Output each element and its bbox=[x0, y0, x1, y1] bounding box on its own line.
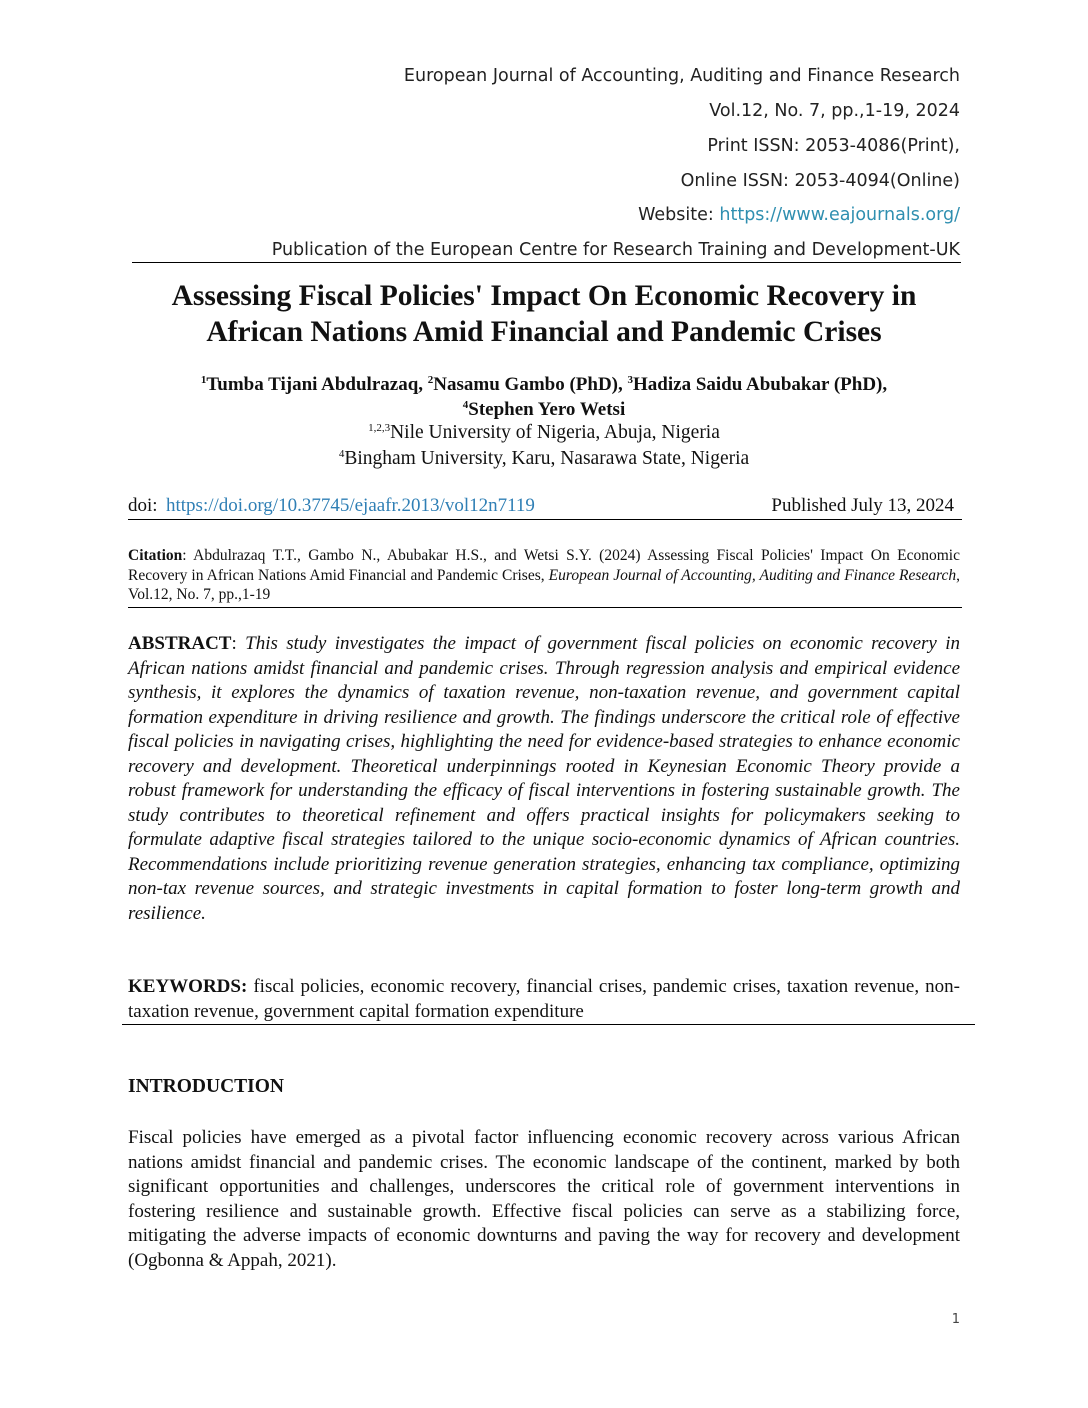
print-issn: Print ISSN: 2053-4086(Print), bbox=[707, 136, 960, 156]
author-1-sup: 1 bbox=[200, 374, 207, 386]
keywords-text: fiscal policies, economic recovery, financial crises, pandemic crises, taxation revenue, non-taxation revenue, government capital formation expenditure bbox=[128, 976, 960, 1022]
author-list bbox=[100, 372, 988, 422]
affiliation-2 bbox=[100, 448, 988, 470]
website-label: Website: bbox=[638, 205, 720, 225]
keywords bbox=[128, 975, 960, 1024]
citation-tail: , Vol.12, No. 7, pp.,1-19 bbox=[128, 566, 960, 603]
citation-divider bbox=[128, 607, 962, 608]
website-link[interactable]: https://www.eajournals.org/ bbox=[719, 205, 960, 225]
author-3-sup: 3 bbox=[627, 374, 634, 386]
keywords-label: KEYWORDS: bbox=[128, 976, 248, 997]
author-1: Tumba Tijani Abdulrazaq, bbox=[206, 374, 428, 395]
affiliation-1-text: Nile University of Nigeria, Abuja, Nigeria bbox=[390, 422, 720, 443]
paper-title bbox=[100, 278, 988, 350]
doi-divider bbox=[128, 519, 962, 520]
citation-journal: European Journal of Accounting, Auditing and Finance Research bbox=[548, 566, 957, 584]
citation bbox=[128, 546, 960, 605]
abstract-text: This study investigates the impact of government fiscal policies on economic recovery in African nations amidst financial and pandemic crises. Through regression analysis and empirical evidence synthesis, it explores the dynamics of taxation revenue, non-taxation revenue, and government capital formation expenditure in driving resilience and growth. The findings underscore the critical role of effective fiscal policies in navigating crises, highlighting the need for evidence-based strategies to enhance economic recovery and development. Theoretical underpinnings rooted in Keynesian Economic Theory provide a robust framework for understanding the efficacy of fiscal interventions in fostering sustainable growth. The study contributes to theoretical refinement and offers practical insights for policymakers seeking to formulate adaptive fiscal strategies tailored to the unique socio-economic dynamics of African countries. Recommendations include prioritizing revenue generation strategies, enhancing tax compliance, optimizing non-tax revenue sources, and strategic investments in capital formation to foster long-term growth and resilience. bbox=[128, 633, 960, 924]
author-3: Hadiza Saidu Abubakar (PhD), bbox=[633, 374, 888, 395]
published-date: Published July 13, 2024 bbox=[771, 495, 954, 516]
journal-name: European Journal of Accounting, Auditing and Finance Research bbox=[403, 66, 960, 86]
affiliation-2-text: Bingham University, Karu, Nasarawa State, Nigeria bbox=[344, 448, 750, 469]
title-line-1: Assessing Fiscal Policies' Impact On Economic Recovery in bbox=[171, 280, 917, 312]
authors-line-1 bbox=[100, 372, 988, 397]
author-2: Nasamu Gambo (PhD), bbox=[433, 374, 628, 395]
authors-line-2 bbox=[100, 397, 988, 422]
introduction-paragraph: Fiscal policies have emerged as a pivotal factor influencing economic recovery across various African nations amidst financial and pandemic crises. The economic landscape of the continent, marked by both significant opportunities and challenges, underscores the critical role of government interventions in fostering resilience and sustainable growth. Effective fiscal policies can serve as a stabilizing force, mitigating the adverse impacts of economic downturns and paving the way for recovery and development (Ogbonna & Appah, 2021). bbox=[128, 1127, 960, 1271]
author-4: Stephen Yero Wetsi bbox=[468, 399, 626, 420]
author-2-sup: 2 bbox=[427, 374, 434, 386]
affiliation-1-sup: 1,2,3 bbox=[368, 422, 391, 434]
page-number: 1 bbox=[951, 1312, 960, 1327]
abstract-separator: : bbox=[231, 633, 246, 654]
doi-link[interactable]: https://doi.org/10.37745/ejaafr.2013/vol12n7119 bbox=[166, 495, 535, 516]
publisher-line: Publication of the European Centre for Research Training and Development-UK bbox=[271, 240, 960, 260]
journal-volume: Vol.12, No. 7, pp.,1-19, 2024 bbox=[709, 101, 960, 121]
keywords-divider bbox=[122, 1024, 975, 1025]
header-divider bbox=[132, 262, 961, 263]
abstract bbox=[128, 632, 960, 926]
online-issn: Online ISSN: 2053-4094(Online) bbox=[680, 171, 960, 191]
doi-label: doi: bbox=[128, 495, 158, 516]
citation-text: : Abdulrazaq T.T., Gambo N., Abubakar H.S., and Wetsi S.Y. (2024) Assessing Fiscal Policies' Impact On Economic Recovery in African Nations Amid Financial and Pandemic Crises, bbox=[128, 547, 960, 584]
citation-label: Citation bbox=[128, 547, 183, 564]
journal-website bbox=[638, 205, 960, 225]
abstract-label: ABSTRACT bbox=[128, 633, 232, 654]
introduction-heading: INTRODUCTION bbox=[128, 1076, 285, 1097]
affiliation-1 bbox=[100, 422, 988, 444]
title-line-2: African Nations Amid Financial and Pandemic Crises bbox=[206, 316, 882, 348]
author-4-sup: 4 bbox=[462, 399, 469, 411]
affiliation-2-sup: 4 bbox=[338, 448, 345, 460]
